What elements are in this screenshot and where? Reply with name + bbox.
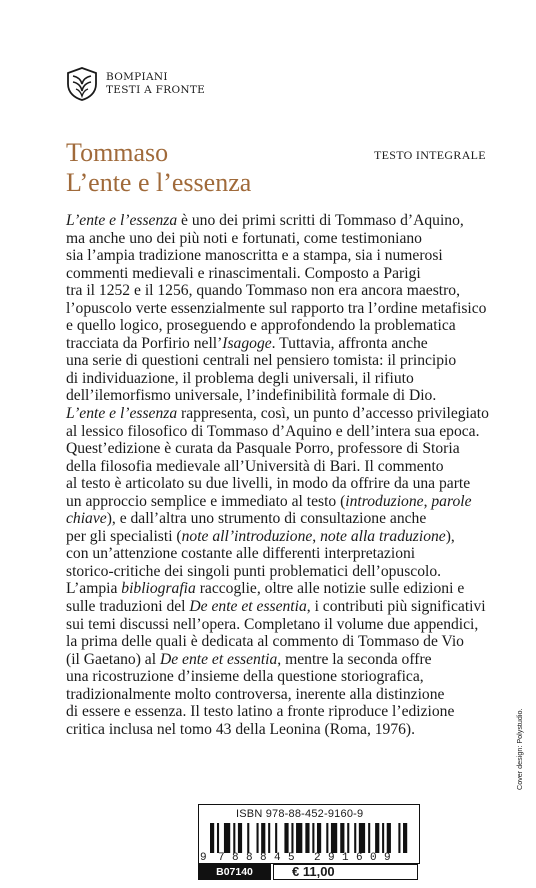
text-segment: rappresenta, così, un punto d’accesso privilegiato [177, 405, 489, 423]
text-segment: della filosofia medievale all’Università di Bari. Il commento [66, 457, 444, 475]
description-line [66, 405, 502, 423]
text-segment: sia l’ampia tradizione manoscritta e a stampa, sia i numerosi [66, 247, 443, 265]
italic-text: note alla traduzione [320, 527, 446, 545]
barcode-bar [275, 823, 277, 853]
description-line [66, 423, 502, 441]
barcode-bar [347, 823, 349, 853]
text-segment: critica inclusa nel tomo 43 della Leonina (Roma, 1976). [66, 720, 416, 738]
text-segment: storico-critiche dei singoli punti problematici dell’opuscolo. [66, 562, 442, 580]
description-line [66, 282, 502, 300]
barcode-bar [340, 823, 344, 853]
barcode-bar [359, 823, 365, 853]
product-code: B07140 [198, 864, 271, 880]
text-segment: una ricostruzione d’insieme della questione storiografica, [66, 668, 424, 686]
description-line [66, 335, 502, 353]
text-segment: raccoglie, oltre alle notizie sulle edizioni e [195, 580, 465, 598]
italic-text: L’ente e l’essenza [66, 212, 178, 229]
text-segment: , [312, 527, 321, 545]
italic-text: introduzione [345, 492, 424, 510]
barcode-bar [224, 823, 230, 853]
description-line [66, 633, 502, 651]
publisher-name [106, 71, 205, 97]
description-line [66, 440, 502, 458]
barcode-digit-5: 4 [274, 852, 281, 864]
description-line [66, 616, 502, 634]
description-line [66, 686, 502, 704]
barcode-bar [354, 823, 356, 853]
text-segment: . Tuttavia, affronta anche [271, 334, 428, 352]
text-segment: L’ampia [66, 580, 122, 598]
barcode-digit-3: 8 [246, 852, 253, 864]
barcode-bar [247, 823, 249, 853]
text-segment: e quello logico, proseguendo e approfondendo la problematica [66, 317, 456, 335]
barcode-digit-4: 8 [260, 852, 267, 864]
text-segment: commenti medievali e rinascimentali. Composto a Parigi [66, 264, 421, 282]
barcode-bar [375, 823, 379, 853]
barcode-digit-9: 1 [342, 852, 349, 864]
italic-text: bibliografia [121, 580, 196, 598]
text-segment: , mentre la seconda offre [277, 650, 432, 668]
barcode-bar [233, 823, 235, 853]
description-line [66, 230, 502, 248]
description-line [66, 703, 502, 721]
text-segment: al lessico filosofico di Tommaso d’Aquino e dell’intera sua epoca. [66, 422, 480, 440]
back-cover-description [66, 212, 502, 738]
description-line [66, 370, 502, 388]
barcode-digit-8: 9 [328, 852, 335, 864]
barcode-digit-12: 9 [384, 852, 391, 864]
barcode-bar [210, 823, 214, 853]
edition-badge: TESTO INTEGRALE [374, 148, 486, 162]
description-line [66, 458, 502, 476]
text-segment: Quest’edizione è curata da Pasquale Porro, professore di Storia [66, 440, 460, 458]
description-line [66, 387, 502, 405]
description-line [66, 580, 502, 598]
description-line [66, 668, 502, 686]
text-segment: un approccio semplice e immediato al testo ( [66, 492, 346, 510]
barcode-bar [268, 823, 270, 853]
description-line [66, 317, 502, 335]
description-line [66, 475, 502, 493]
italic-text: parole [431, 492, 472, 510]
text-segment: dell’ilemorfismo universale, l’indefinibilità formale di Dio. [66, 387, 437, 405]
description-line [66, 212, 502, 230]
italic-text: Isagoge [222, 334, 272, 352]
description-line [66, 528, 502, 546]
publisher-line-2: TESTI A FRONTE [106, 84, 206, 96]
text-segment: tra il 1252 e il 1256, quando Tommaso non era ancora maestro, [66, 282, 460, 300]
text-segment: l’opuscolo verte essenzialmente sul rapporto tra l’ordine metafisico [66, 299, 487, 317]
barcode-bar [305, 823, 309, 853]
italic-text: De ente et essentia [189, 598, 307, 616]
description-line [66, 300, 502, 318]
text-segment: ma anche uno dei più noti e fortunati, come testimoniano [66, 229, 422, 247]
book-title: L’ente e l’essenza [66, 168, 252, 197]
text-segment: , i contributi più significativi [306, 598, 486, 616]
text-segment: sulle traduzioni del [66, 598, 190, 616]
description-line [66, 247, 502, 265]
barcode-bar [326, 823, 328, 853]
barcode-bar [291, 823, 293, 853]
barcode-bar [403, 823, 407, 853]
text-segment: ), e dall’altra uno strumento di consultazione anche [106, 510, 427, 528]
text-segment: di individuazione, il problema degli universali, il rifiuto [66, 369, 414, 387]
description-line [66, 265, 502, 283]
barcode-bar [217, 823, 219, 853]
italic-text: L’ente e l’essenza [66, 405, 178, 423]
barcode-digit-first: 9 [200, 852, 207, 864]
description-line [66, 493, 502, 511]
text-segment: sui temi discussi nell’opera. Completano il volume due appendici, [66, 615, 479, 633]
text-segment: è uno dei primi scritti di Tommaso d’Aquino, [177, 212, 464, 229]
barcode-bar [312, 823, 314, 853]
description-line [66, 563, 502, 581]
publisher-line-1: BOMPIANI [106, 71, 168, 83]
barcode-bar [317, 823, 321, 853]
barcode-bars [210, 823, 410, 853]
barcode-bar [398, 823, 400, 853]
cover-design-credit: Cover design: Polystudio. [515, 708, 524, 790]
barcode-digit-6: 5 [288, 852, 295, 864]
barcode-digit-7: 2 [314, 852, 321, 864]
barcode-bar [257, 823, 259, 853]
barcode-digit-2: 8 [232, 852, 239, 864]
description-line [66, 510, 502, 528]
italic-text: note all’introduzione [181, 527, 313, 545]
text-segment: tracciata da Porfirio nell’ [66, 334, 223, 352]
barcode-bar [296, 823, 302, 853]
bompiani-logo-icon [66, 66, 98, 102]
description-line [66, 651, 502, 669]
description-line [66, 352, 502, 370]
text-segment: con un’attenzione costante alle differenti interpretazioni [66, 545, 416, 563]
text-segment: di essere e essenza. Il testo latino a fronte riproduce l’edizione [66, 703, 455, 721]
barcode-bar [331, 823, 337, 853]
text-segment: tradizionalmente molto controversa, inerente alla distinzione [66, 685, 445, 703]
barcode-bar [284, 823, 288, 853]
barcode-bar [368, 823, 370, 853]
barcode-bar [261, 823, 265, 853]
barcode-digit-11: 0 [370, 852, 377, 864]
isbn-label: ISBN 978-88-452-9160-9 [236, 808, 364, 820]
barcode-digit-10: 6 [356, 852, 363, 864]
book-author: Tommaso [66, 138, 169, 167]
barcode-bar [382, 823, 384, 853]
barcode-bar [387, 823, 391, 853]
text-segment: (il Gaetano) al [66, 650, 160, 668]
barcode-digit-1: 7 [218, 852, 225, 864]
italic-text: chiave [66, 510, 107, 528]
description-line [66, 545, 502, 563]
text-segment: per gli specialisti ( [66, 527, 182, 545]
description-line [66, 721, 502, 739]
text-segment: una serie di questioni centrali nel pensiero tomista: il principio [66, 352, 457, 370]
text-segment: , [423, 492, 432, 510]
italic-text: De ente et essentia [159, 650, 278, 668]
text-segment: al testo è articolato su due livelli, in modo da offrire da una parte [66, 475, 471, 493]
text-segment: ), [445, 527, 455, 545]
text-segment: la prima delle quali è dedicata al commento di Tommaso de Vio [66, 633, 464, 651]
barcode-bar [238, 823, 242, 853]
description-line [66, 598, 502, 616]
price-label: € 11,00 [273, 864, 418, 880]
